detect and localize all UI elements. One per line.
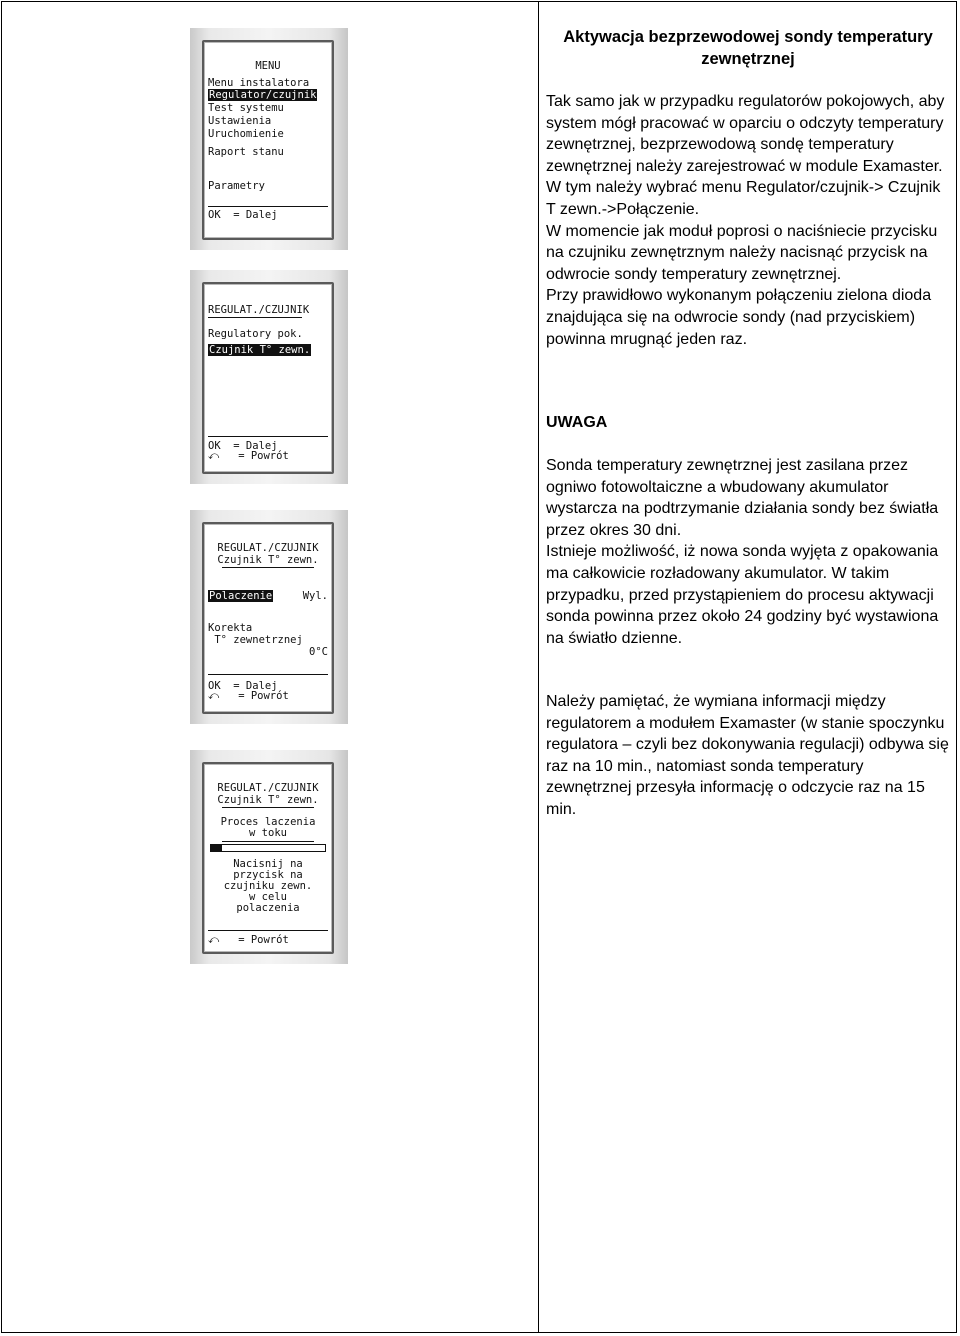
paragraph: Sonda temperatury zewnętrznej jest zasilana przez ogniwo fotowoltaiczne a wbudowany akumulator wystarcza na podtrzymanie działania sondy bez światła przez okres 30 dni. bbox=[546, 457, 939, 539]
instruction-line: Nacisnij na bbox=[233, 858, 303, 870]
paragraph: W tym należy wybrać menu Regulator/czujnik-> Czujnik T zewn.->Połączenie. bbox=[546, 179, 941, 218]
connection-item-selected[interactable]: Polaczenie bbox=[209, 590, 273, 602]
process-label: Proces laczenia bbox=[220, 816, 316, 828]
title-underline bbox=[208, 317, 302, 318]
device-screen-menu bbox=[190, 28, 348, 250]
paragraph: Przy prawidłowo wykonanym połączeniu zielona dioda znajdująca się na odwrocie sondy (nad przyciskiem) powinna mrugnąć jeden raz. bbox=[546, 287, 932, 348]
instruction-line: w celu bbox=[249, 891, 287, 903]
title-underline bbox=[222, 807, 314, 808]
menu-item[interactable]: Raport stanu bbox=[208, 146, 284, 158]
lcd-screen bbox=[202, 282, 334, 474]
intro-text bbox=[546, 91, 950, 350]
screen-title: REGULAT./CZUJNIK bbox=[217, 542, 319, 554]
ok-hint: OK = Dalej bbox=[208, 680, 278, 692]
lcd-screen bbox=[202, 40, 334, 240]
correction-label[interactable]: Korekta bbox=[208, 622, 253, 634]
paragraph: Należy pamiętać, że wymiana informacji między regulatorem a modułem Examaster (w stanie spoczynku regulatora – czyli bez dokonywania regulacji) odbywa się raz na 10 min., natomiast sonda temperatury zewnętrznej przesyła informację o odczycie raz na 15 min. bbox=[546, 693, 949, 818]
device-screen-connection bbox=[190, 510, 348, 724]
divider bbox=[208, 674, 328, 675]
paragraph: Istnieje możliwość, iż nowa sonda wyjęta z opakowania ma całkowicie rozładowany akumulator. W takim przypadku, przed przystąpieniem do procesu aktywacji sonda powinna przez około 24 godziny być wystawiona na światło dzienne. bbox=[546, 543, 939, 647]
progress-bar bbox=[210, 844, 326, 852]
instruction-line: polaczenia bbox=[236, 902, 300, 914]
instruction-line: czujniku zewn. bbox=[223, 880, 313, 892]
screen-title: REGULAT./CZUJNIK bbox=[217, 782, 319, 794]
paragraph: Tak samo jak w przypadku regulatorów pokojowych, aby system mógł pracować w oparciu o odczyty temperatury zewnętrznej, bezprzewodową sondę temperatury zewnętrznej należy zarejestrować w module Examaster. bbox=[546, 93, 945, 175]
menu-item[interactable]: Ustawienia bbox=[208, 115, 272, 127]
back-hint: ⤺ = Powrót bbox=[208, 690, 289, 702]
correction-label-2: T° zewnetrznej bbox=[208, 634, 303, 646]
screen-title: REGULAT./CZUJNIK bbox=[208, 304, 310, 316]
lcd-screen bbox=[202, 762, 334, 954]
device-screen-regulator bbox=[190, 270, 348, 484]
screen-subtitle: Czujnik T° zewn. bbox=[217, 554, 319, 566]
lcd-screen bbox=[202, 522, 334, 714]
divider bbox=[208, 206, 328, 207]
section-title: Aktywacja bezprzewodowej sondy temperatury zewnętrznej bbox=[563, 28, 933, 68]
title-underline bbox=[222, 567, 314, 568]
connection-value: Wyl. bbox=[302, 590, 328, 602]
device-screen-pairing bbox=[190, 750, 348, 964]
process-label-2: w toku bbox=[249, 827, 287, 839]
ok-hint: OK = Dalej bbox=[208, 440, 278, 452]
warning-heading: UWAGA bbox=[546, 414, 608, 431]
warning-text bbox=[546, 455, 950, 649]
progress-fill bbox=[211, 845, 222, 851]
back-hint: ⤺ = Powrót bbox=[208, 934, 289, 946]
menu-item[interactable]: Menu instalatora bbox=[208, 77, 310, 89]
divider bbox=[208, 930, 328, 931]
menu-item[interactable]: Uruchomienie bbox=[208, 128, 284, 140]
paragraph: W momencie jak moduł poprosi o naciśniecie przycisku na czujniku zewnętrznym należy nacisnąć przycisk na odwrocie sondy temperatury zewnętrznej. bbox=[546, 222, 938, 283]
column-divider bbox=[538, 1, 539, 1333]
note-text bbox=[546, 691, 950, 821]
back-hint: ⤺ = Powrót bbox=[208, 450, 289, 462]
menu-item[interactable]: Test systemu bbox=[208, 102, 284, 114]
ok-hint: OK = Dalej bbox=[208, 209, 278, 221]
menu-item[interactable]: Parametry bbox=[208, 180, 265, 192]
menu-item[interactable]: Regulatory pok. bbox=[208, 328, 303, 340]
correction-value: 0°C bbox=[309, 646, 328, 658]
menu-item-selected[interactable]: Regulator/czujnik bbox=[209, 89, 317, 101]
instruction-line: przycisk na bbox=[233, 869, 303, 881]
process-underline bbox=[222, 841, 314, 842]
screen-title: MENU bbox=[255, 60, 281, 72]
menu-item-selected[interactable]: Czujnik T° zewn. bbox=[209, 344, 311, 356]
divider bbox=[208, 436, 328, 437]
screen-subtitle: Czujnik T° zewn. bbox=[217, 794, 319, 806]
